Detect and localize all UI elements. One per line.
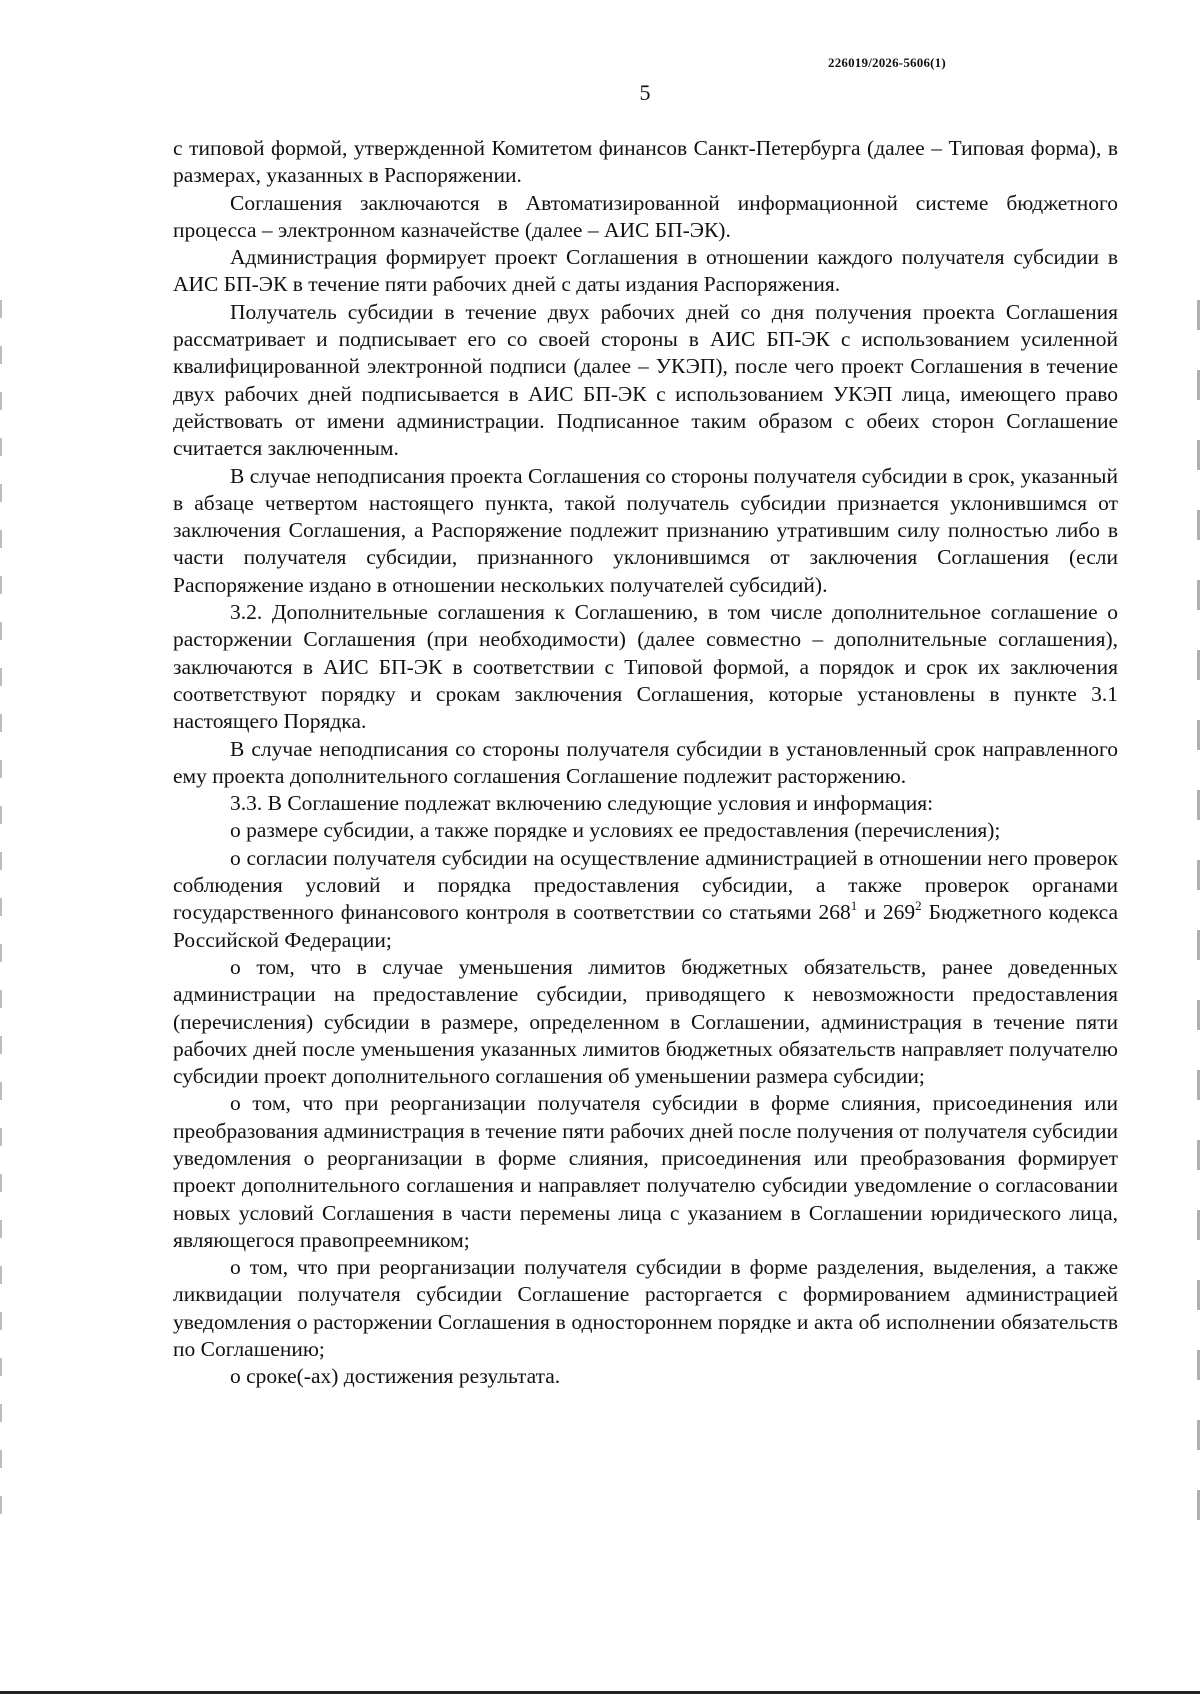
paragraph-control-consent xyxy=(173,845,1118,954)
paragraph-non-signing-case: В случае неподписания проекта Соглашения со стороны получателя субсидии в срок, указанный в абзаце четвертом настоящего пункта, такой получатель субсидии признается уклонившимся от заключения Соглашения, а Распоряжение подлежит признанию утратившим силу полностью либо в части получателя субсидии, признанного уклонившимся от заключения Соглашения (если Распоряжение издано в отношении нескольких получателей субсидий). xyxy=(173,463,1118,597)
paragraph-administration-draft: Администрация формирует проект Соглашения в отношении каждого получателя субсидии в АИС БП-ЭК в течение пяти рабочих дней с даты издания Распоряжения. xyxy=(173,245,1118,297)
paragraph-3-3-conditions: 3.3. В Соглашение подлежат включению следующие условия и информация: xyxy=(230,791,934,816)
paragraph-recipient-signing: Получатель субсидии в течение двух рабочих дней со дня получения проекта Соглашения рассматривает и подписывает его со своей стороны в АИС БП-ЭК с использованием усиленной квалифицированной электронной подписи (далее – УКЭП), после чего проект Соглашения в течение двух рабочих дней подписывается в АИС БП-ЭК с использованием УКЭП лица, имеющего право действовать от имени администрации. Подписанное таким образом с обеих сторон Соглашение считается заключенным. xyxy=(173,299,1118,461)
page-number: 5 xyxy=(639,80,651,105)
superscript-1: 1 xyxy=(850,898,858,914)
document-registration-number: 226019/2026-5606(1) xyxy=(828,55,946,70)
paragraph-continuation: с типовой формой, утвержденной Комитетом финансов Санкт-Петербурга (далее – Типовая форма), в размерах, указанных в Распоряжении. xyxy=(173,136,1118,188)
paragraph-reorganization-merger: о том, что при реорганизации получателя субсидии в форме слияния, присоединения или преобразования администрация в течение пяти рабочих дней после получения от получателя субсидии уведомления о реорганизации в форме слияния, присоединения или преобразования формирует проект дополнительного соглашения и направляет получателю субсидии уведомление о согласовании новых условий Соглашения в части перемены лица с указанием в Соглашении юридического лица, являющегося правопреемником; xyxy=(173,1091,1118,1252)
document-body xyxy=(173,135,1118,1391)
paragraph-subsidy-size: о размере субсидии, а также порядке и условиях ее предоставления (перечисления); xyxy=(230,818,1001,843)
control-text-after: Бюджетного кодекса Российской Федерации; xyxy=(173,900,1119,952)
paragraph-additional-non-signing: В случае неподписания со стороны получателя субсидии в установленный срок направленного ему проекта дополнительного соглашения Соглашение подлежит расторжению. xyxy=(173,736,1118,788)
paragraph-reorganization-division: о том, что при реорганизации получателя субсидии в форме разделения, выделения, а также ликвидации получателя субсидии Соглашение расторгается с формированием администрацией уведомления о расторжении Соглашения в одностороннем порядке и акта об исполнении обязательств по Соглашению; xyxy=(173,1255,1118,1362)
paragraph-3-2-additional-agreements: 3.2. Дополнительные соглашения к Соглашению, в том числе дополнительное соглашение о расторжении Соглашения (при необходимости) (далее совместно – дополнительные соглашения), заключаются в АИС БП-ЭК в соответствии с Типовой формой, а порядок и срок их заключения соответствуют порядку и срокам заключения Соглашения, которые установлены в пункте 3.1 настоящего Порядка. xyxy=(173,600,1118,734)
paragraph-agreements-in-ais: Соглашения заключаются в Автоматизированной информационной системе бюджетного процесса – электронном казначействе (далее – АИС БП-ЭК). xyxy=(173,190,1118,242)
paragraph-limits-reduction: о том, что в случае уменьшения лимитов бюджетных обязательств, ранее доведенных администрации на предоставление субсидии, приводящего к невозможности предоставления (перечисления) субсидии в размере, определенном в Соглашении, администрация в течение пяти рабочих дней после уменьшения указанных лимитов бюджетных обязательств направляет получателю субсидии проект дополнительного соглашения об уменьшении размера субсидии; xyxy=(173,954,1118,1089)
paragraph-result-deadline: о сроке(-ах) достижения результата. xyxy=(230,1364,561,1389)
control-text-middle: и 269 xyxy=(857,900,916,925)
control-text-before: о согласии получателя субсидии на осуществление администрацией в отношении него проверок соблюдения условий и порядка предоставления субсидии, а также проверок органами государственного финансового контроля в соответствии со статьями 268 xyxy=(173,845,1118,925)
superscript-2: 2 xyxy=(915,898,922,914)
scan-edge-left xyxy=(0,300,2,1540)
